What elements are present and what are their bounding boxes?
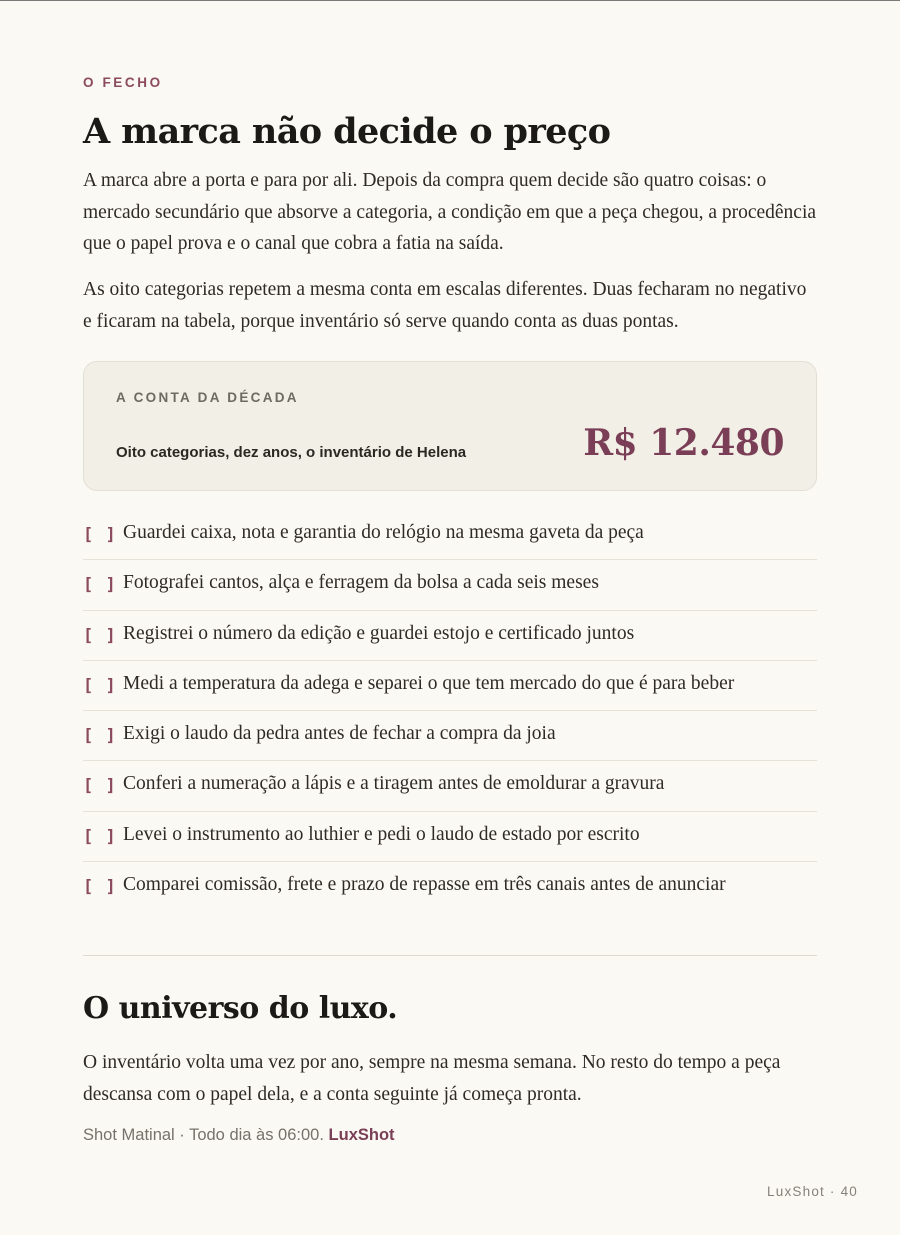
checklist-item bbox=[83, 560, 817, 610]
summary-card-description: Oito categorias, dez anos, o inventário de Helena bbox=[116, 444, 467, 461]
checklist-item bbox=[83, 812, 817, 862]
section-divider bbox=[83, 955, 817, 956]
checklist-item-text: Guardei caixa, nota e garantia do relógio na mesma gaveta da peça bbox=[123, 522, 644, 543]
checklist-item-text: Registrei o número da edição e guardei estojo e certificado juntos bbox=[123, 622, 635, 644]
checkbox-marker: [ ] bbox=[83, 625, 117, 646]
checklist-item-text: Fotografei cantos, alça e ferragem da bolsa a cada seis meses bbox=[123, 572, 599, 594]
checklist-item-text: Levei o instrumento ao luthier e pedi o laudo de estado por escrito bbox=[123, 823, 640, 845]
second-paragraph: As oito categorias repetem a mesma conta em escalas diferentes. Duas fecharam no negativo e ficaram na tabela, porque inventário só serve quando conta as duas pontas. bbox=[83, 279, 807, 332]
checklist-item bbox=[83, 510, 817, 560]
checklist-item-text: Exigi o laudo da pedra antes de fechar a compra da joia bbox=[123, 723, 556, 745]
page-number: LuxShot · 40 bbox=[767, 1184, 858, 1199]
section-title: A marca não decide o preço bbox=[83, 111, 611, 152]
checkbox-marker: [ ] bbox=[83, 776, 117, 797]
checklist-item-text: Medi a temperatura da adega e separei o que tem mercado do que é para beber bbox=[123, 672, 735, 694]
newsletter-footer bbox=[83, 1126, 395, 1145]
summary-card-amount: R$ 12.480 bbox=[583, 422, 784, 464]
checklist-item bbox=[83, 862, 817, 912]
newsletter-footer-text: Shot Matinal · Todo dia às 06:00. bbox=[83, 1126, 329, 1144]
checklist-item-text: Conferi a numeração a lápis e a tiragem antes de emoldurar a gravura bbox=[123, 773, 665, 795]
intro-paragraph: A marca abre a porta e para por ali. Depois da compra quem decide são quatro coisas: o mercado secundário que absorve a categoria, a condição em que a peça chegou, a procedência que o papel prova e o canal que cobra a fatia na saída. bbox=[83, 170, 817, 254]
checkbox-marker: [ ] bbox=[83, 826, 117, 847]
summary-card bbox=[83, 361, 817, 491]
checkbox-marker: [ ] bbox=[83, 575, 117, 596]
closing-paragraph: O inventário volta uma vez por ano, sempre na mesma semana. No resto do tempo a peça descansa com o papel dela, e a conta seguinte já começa pronta. bbox=[83, 1052, 781, 1105]
checklist-item-text: Comparei comissão, frete e prazo de repasse em três canais antes de anunciar bbox=[123, 874, 726, 896]
checklist-item bbox=[83, 611, 817, 661]
checkbox-marker: [ ] bbox=[83, 525, 117, 545]
section-eyebrow: O FECHO bbox=[83, 75, 163, 90]
checklist-item bbox=[83, 661, 817, 711]
checklist-item bbox=[83, 711, 817, 761]
checklist bbox=[83, 510, 817, 912]
checklist-item bbox=[83, 761, 817, 811]
summary-card-label: A CONTA DA DÉCADA bbox=[116, 390, 299, 405]
checkbox-marker: [ ] bbox=[83, 726, 117, 747]
closing-title: O universo do luxo. bbox=[83, 991, 398, 1026]
checkbox-marker: [ ] bbox=[83, 877, 117, 898]
newsletter-brand-link[interactable]: LuxShot bbox=[328, 1126, 395, 1144]
checkbox-marker: [ ] bbox=[83, 675, 117, 696]
